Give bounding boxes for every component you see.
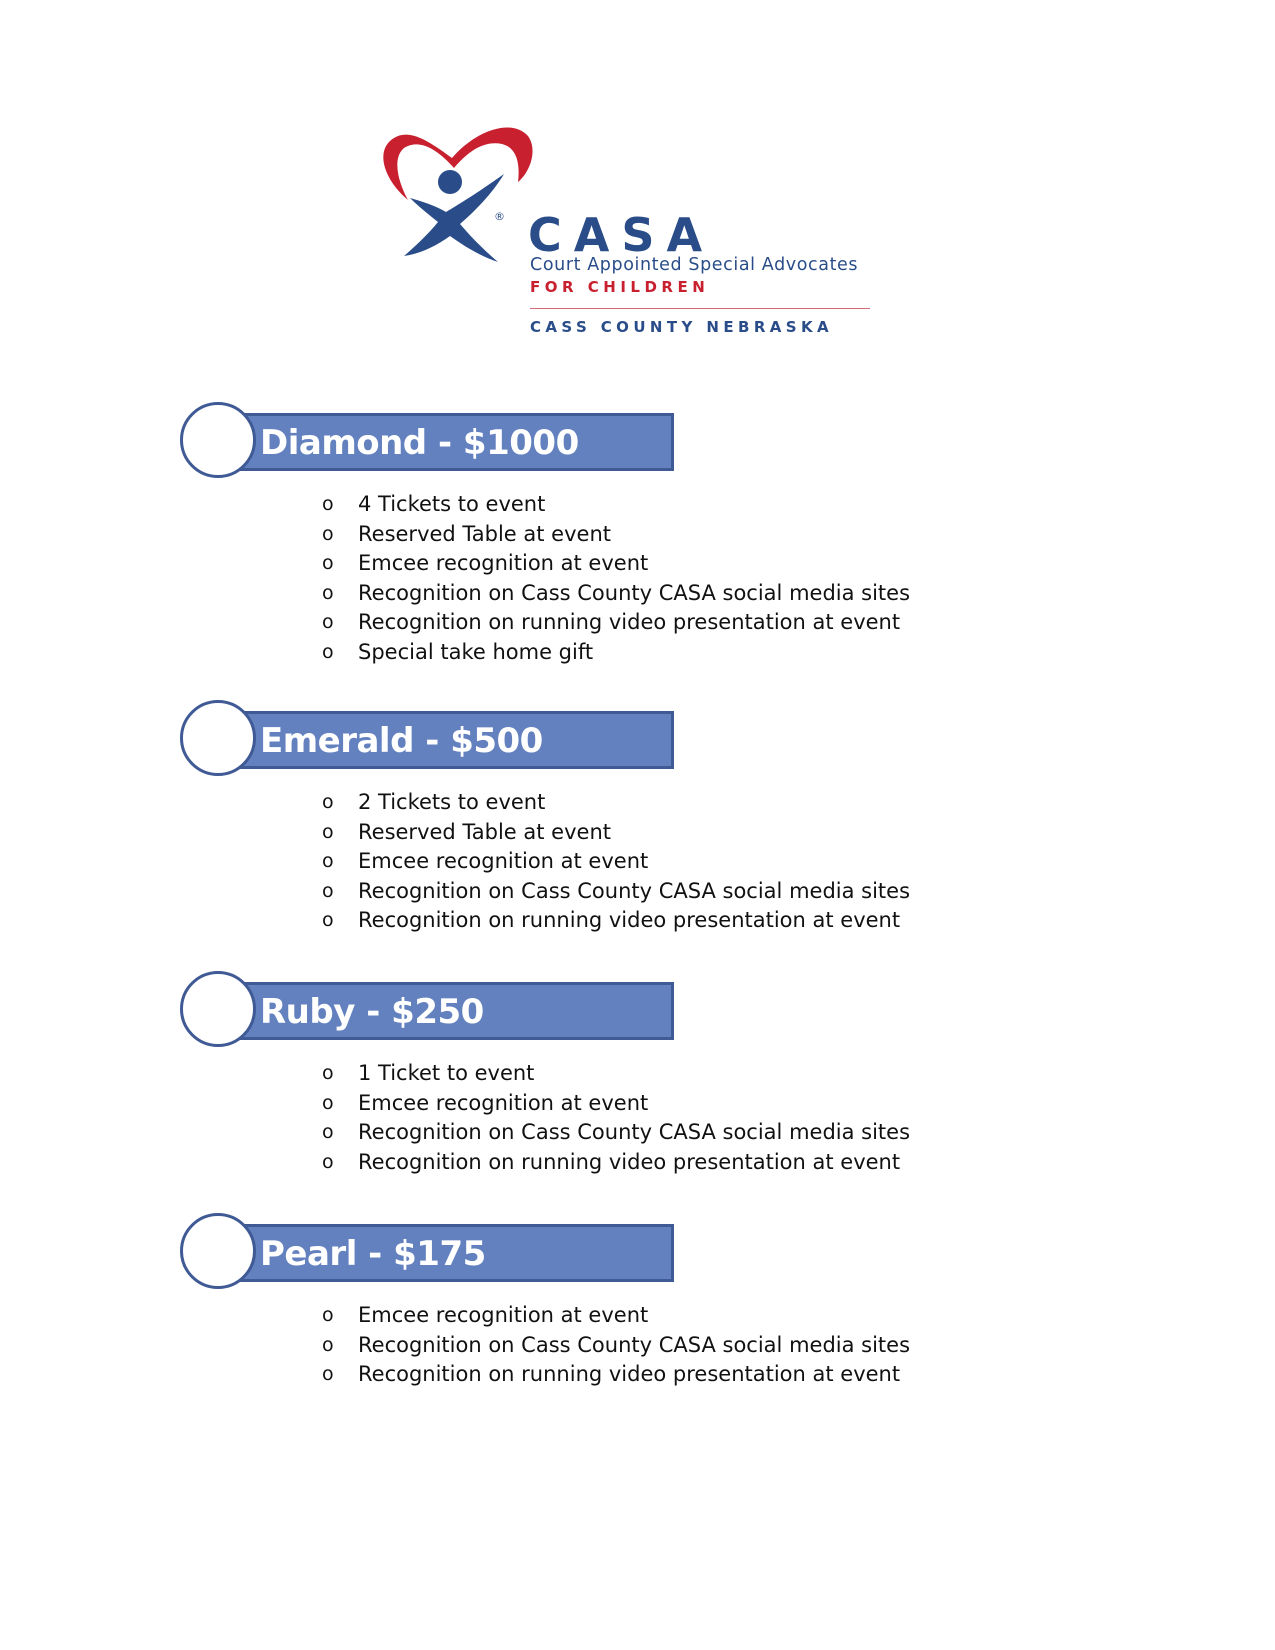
- bullet-icon: o: [322, 820, 334, 843]
- benefit-item: [322, 818, 910, 848]
- benefit-list: [322, 788, 910, 936]
- tier-ruby: [180, 971, 911, 1174]
- bullet-icon: o: [322, 1121, 334, 1143]
- benefit-text: Recognition on Cass County CASA social media sites: [358, 878, 911, 903]
- logo-title: CASA: [528, 208, 715, 262]
- tier-header: [180, 1213, 900, 1295]
- benefit-text: Recognition on Cass County CASA social media sites: [358, 580, 911, 605]
- tier-pearl: [180, 1213, 911, 1386]
- benefit-text: Emcee recognition at event: [358, 1090, 649, 1115]
- benefit-text: Special take home gift: [358, 639, 594, 664]
- benefit-list: [322, 490, 910, 667]
- bullet-icon: o: [322, 1062, 334, 1084]
- benefit-text: Emcee recognition at event: [358, 1303, 649, 1327]
- benefit-item: [322, 608, 910, 638]
- tier-title: Pearl - $175: [260, 1234, 486, 1274]
- benefit-item: [322, 520, 910, 550]
- benefit-item: [322, 490, 910, 520]
- benefit-item: [322, 1118, 910, 1148]
- benefit-text: Recognition on Cass County CASA social media sites: [358, 1120, 911, 1144]
- benefit-item: [322, 1148, 910, 1178]
- tier-circle-icon: [180, 1213, 256, 1289]
- benefit-item: [322, 1089, 910, 1119]
- tier-circle-icon: [180, 402, 256, 478]
- tier-emerald: [180, 700, 911, 932]
- benefit-item: [322, 1301, 910, 1331]
- benefit-text: Recognition on Cass County CASA social media sites: [358, 1332, 911, 1357]
- benefit-item: [322, 1331, 910, 1361]
- bullet-icon: o: [322, 1091, 334, 1114]
- tier-diamond: [180, 402, 911, 664]
- bullet-icon: o: [322, 1304, 334, 1326]
- benefit-item: [322, 1059, 910, 1089]
- bullet-icon: o: [322, 791, 334, 813]
- bullet-icon: o: [322, 581, 334, 604]
- benefit-item: [322, 638, 910, 668]
- tier-title: Diamond - $1000: [260, 423, 579, 463]
- casa-heart-figure-icon: [380, 120, 540, 270]
- benefit-text: 1 Ticket to event: [358, 1061, 535, 1085]
- bullet-icon: o: [322, 552, 334, 574]
- benefit-text: Reserved Table at event: [358, 521, 611, 546]
- tier-header: [180, 700, 900, 782]
- bullet-icon: o: [322, 909, 334, 931]
- bullet-icon: o: [322, 522, 334, 545]
- tier-circle-icon: [180, 971, 256, 1047]
- bullet-icon: o: [322, 1333, 334, 1356]
- benefit-text: Emcee recognition at event: [358, 551, 649, 575]
- logo-divider: [530, 308, 870, 309]
- benefit-text: 4 Tickets to event: [358, 492, 546, 516]
- bullet-icon: o: [322, 850, 334, 872]
- bullet-icon: o: [322, 879, 334, 902]
- benefit-item: [322, 877, 910, 907]
- tier-title: Ruby - $250: [260, 992, 484, 1032]
- benefit-text: Emcee recognition at event: [358, 849, 649, 873]
- benefit-text: Recognition on running video presentation at event: [358, 1149, 901, 1174]
- benefit-text: Recognition on running video presentation at event: [358, 908, 901, 932]
- tier-header: [180, 402, 900, 484]
- bullet-icon: o: [322, 1363, 334, 1385]
- bullet-icon: o: [322, 493, 334, 515]
- benefit-list: [322, 1059, 910, 1177]
- benefit-text: Recognition on running video presentation at event: [358, 1362, 901, 1386]
- bullet-icon: o: [322, 640, 334, 663]
- benefit-text: Reserved Table at event: [358, 819, 611, 844]
- benefit-text: Recognition on running video presentation at event: [358, 610, 901, 634]
- logo-subtitle: Court Appointed Special Advocates: [530, 255, 859, 275]
- logo-county: CASS COUNTY NEBRASKA: [530, 318, 834, 336]
- tier-header: [180, 971, 900, 1053]
- benefit-item: [322, 549, 910, 579]
- benefit-item: [322, 579, 910, 609]
- benefit-list: [322, 1301, 910, 1390]
- tier-title: Emerald - $500: [260, 721, 543, 761]
- casa-logo: [380, 120, 900, 350]
- tier-circle-icon: [180, 700, 256, 776]
- logo-for-children: FOR CHILDREN: [530, 278, 710, 296]
- benefit-text: 2 Tickets to event: [358, 790, 546, 814]
- benefit-item: [322, 788, 910, 818]
- bullet-icon: o: [322, 1150, 334, 1173]
- benefit-item: [322, 906, 910, 936]
- registered-mark: ®: [494, 210, 505, 223]
- benefit-item: [322, 847, 910, 877]
- benefit-item: [322, 1360, 910, 1390]
- bullet-icon: o: [322, 611, 334, 633]
